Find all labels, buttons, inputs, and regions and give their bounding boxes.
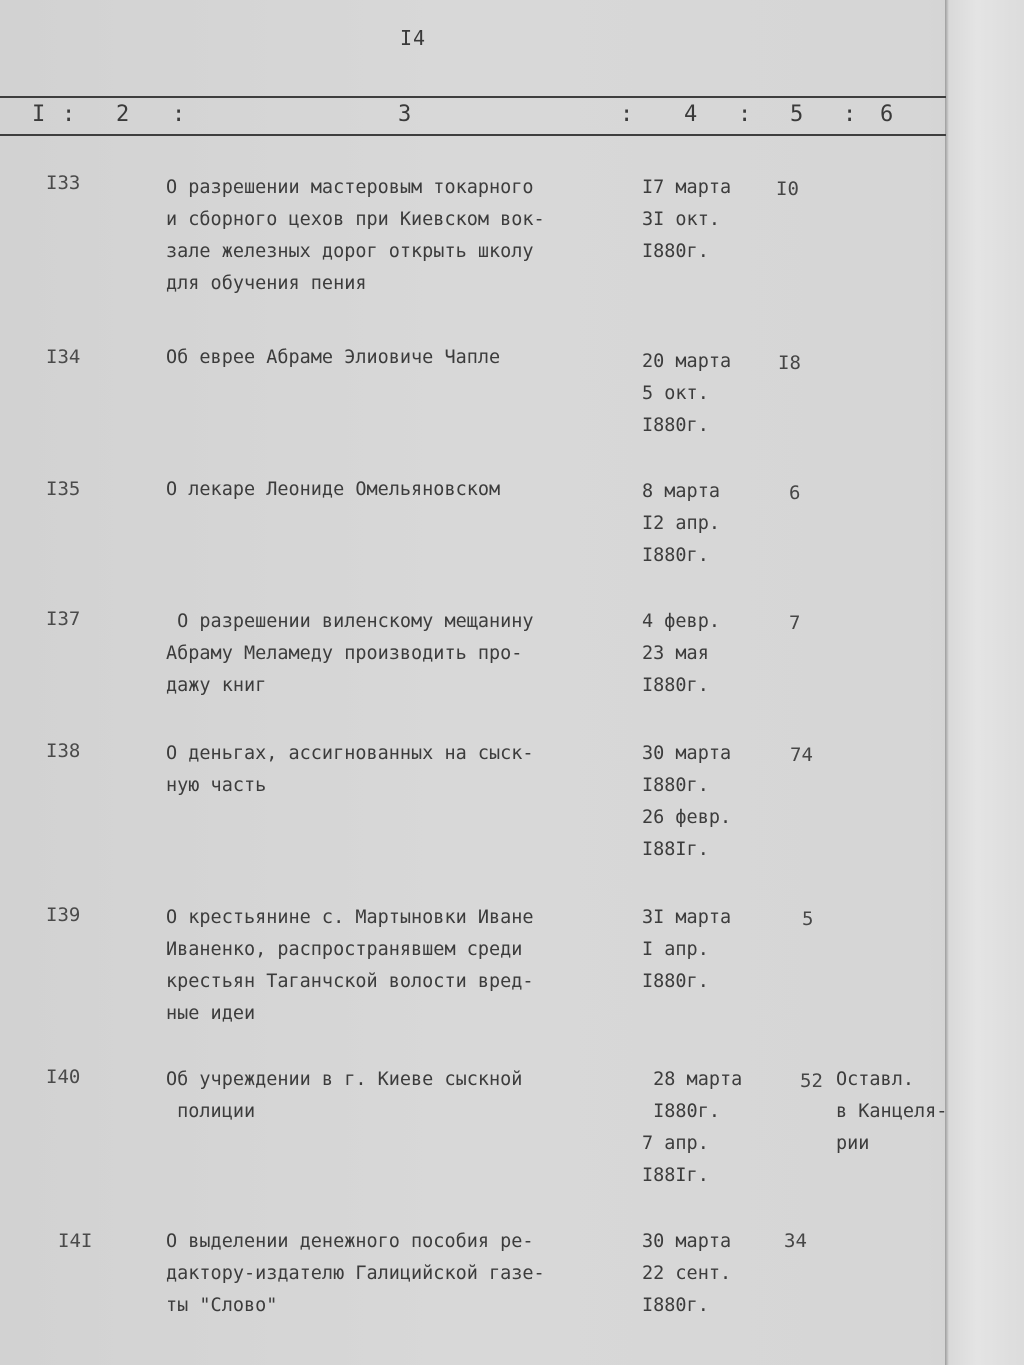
column-header-1: I <box>32 102 46 127</box>
row-description: О крестьянине с. Мартыновки Иване Иваненко, распространявшем среди крестьян Таганчской волости вред- ные идеи <box>166 907 534 1024</box>
page-edge <box>945 0 1024 1365</box>
row-dates: 20 марта 5 окт. I880г. <box>642 351 732 436</box>
row-dates: 8 марта I2 апр. I880г. <box>642 481 720 566</box>
row-dates: 3I марта I апр. I880г. <box>642 907 732 992</box>
column-separator: : <box>843 102 857 127</box>
row-sheet-count: 6 <box>789 482 801 504</box>
row-number: I33 <box>46 172 81 194</box>
row-number: I34 <box>46 346 81 368</box>
row-sheet-count: 34 <box>784 1230 807 1252</box>
row-sheet-count: I0 <box>776 178 799 200</box>
row-description: О разрешении виленскому мещанину Абраму Меламеду производить про- дажу книг <box>166 611 534 696</box>
row-description: О выделении денежного пособия ре- дактору-издателю Галицийской газе- ты "Слово" <box>166 1231 545 1316</box>
row-number: I40 <box>46 1066 81 1088</box>
row-number: I38 <box>46 740 81 762</box>
row-sheet-count: 7 <box>789 612 801 634</box>
page-number: I4 <box>400 26 427 50</box>
row-dates: I7 марта 3I окт. I880г. <box>642 177 732 262</box>
column-header-5: 5 <box>790 102 804 127</box>
row-number: I4I <box>58 1230 93 1252</box>
row-dates: 28 марта I880г. 7 апр. I88Iг. <box>642 1069 743 1186</box>
row-sheet-count: 5 <box>802 908 814 930</box>
row-sheet-count: I8 <box>778 352 801 374</box>
column-header-4: 4 <box>684 102 698 127</box>
row-description: О разрешении мастеровым токарного и сборного цехов при Киевском вок- зале железных дорог открыть школу для обучения пения <box>166 177 545 294</box>
column-header-2: 2 <box>116 102 130 127</box>
row-description: О деньгах, ассигнованных на сыск- ную часть <box>166 743 534 796</box>
row-number: I39 <box>46 904 81 926</box>
column-header-3: 3 <box>398 102 412 127</box>
row-number: I37 <box>46 608 81 630</box>
row-number: I35 <box>46 478 81 500</box>
row-sheet-count: 74 <box>790 744 813 766</box>
column-separator: : <box>620 102 634 127</box>
row-dates: 30 марта I880г. 26 февр. I88Iг. <box>642 743 732 860</box>
row-dates: 4 февр. 23 мая I880г. <box>642 611 720 696</box>
row-sheet-count: 52 <box>800 1070 823 1092</box>
column-separator: : <box>738 102 752 127</box>
column-separator: : <box>172 102 186 127</box>
column-header-6: 6 <box>880 102 894 127</box>
row-description: О лекаре Леониде Омельяновском <box>166 479 501 500</box>
row-dates: 30 марта 22 сент. I880г. <box>642 1231 732 1316</box>
column-separator: : <box>62 102 76 127</box>
row-description: Об еврее Абраме Элиовиче Чапле <box>166 347 501 368</box>
row-note: Оставл. в Канцеля- рии <box>836 1069 948 1154</box>
row-description: Об учреждении в г. Киеве сыскной полиции <box>166 1069 523 1122</box>
